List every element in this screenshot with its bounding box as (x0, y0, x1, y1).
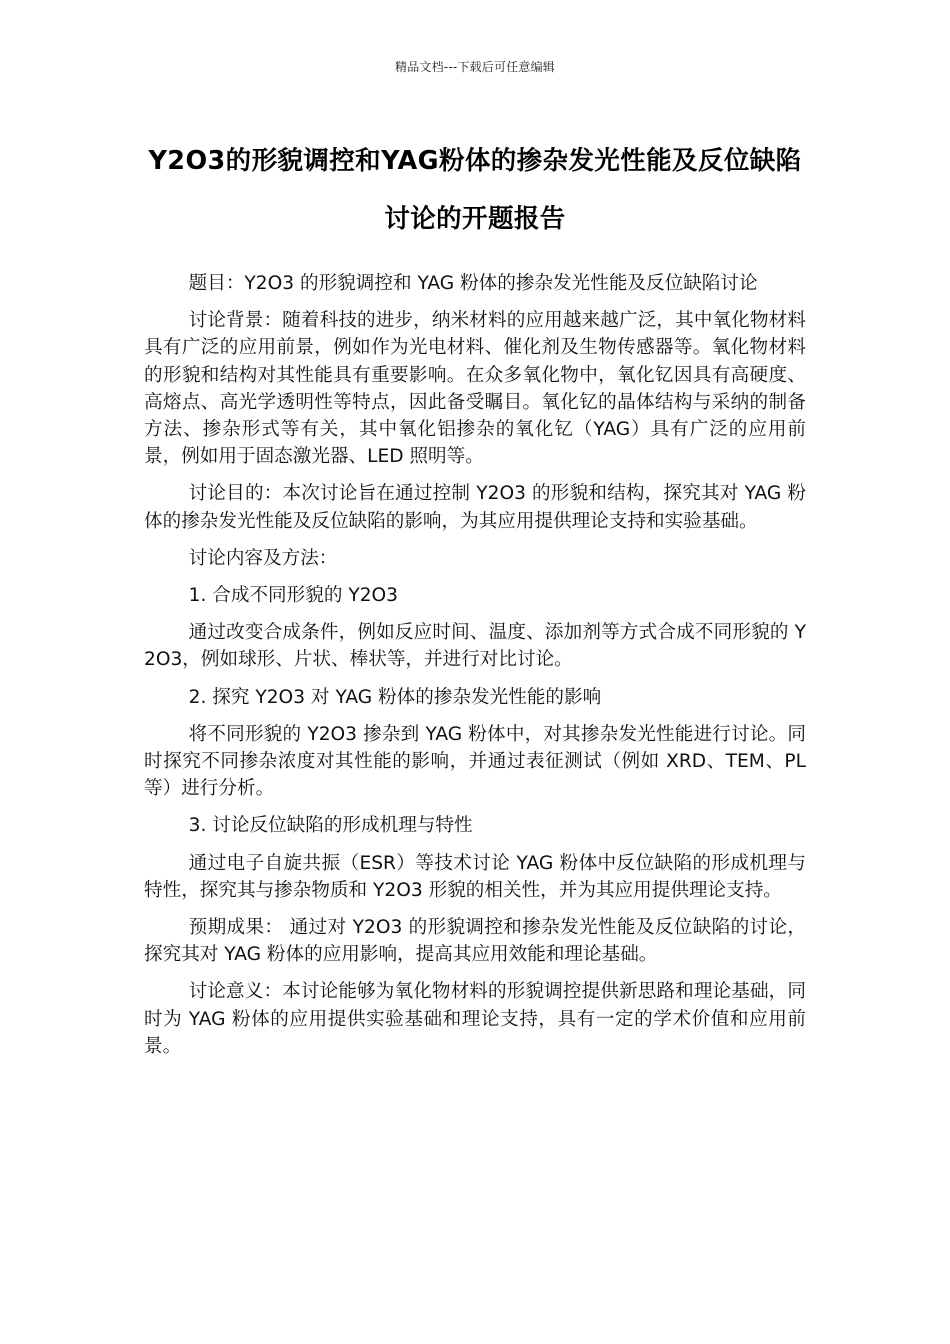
paragraph-purpose: 讨论目的：本次讨论旨在通过控制 Y2O3 的形貌和结构，探究其对 YAG 粉体的掺杂发光性能及反位缺陷的影响，为其应用提供理论支持和实验基础。 (144, 483, 806, 532)
page-header: 精品文档---下载后可任意编辑 (395, 60, 555, 74)
paragraph-background: 讨论背景：随着科技的进步，纳米材料的应用越来越广泛，其中氧化物材料具有广泛的应用前景，例如作为光电材料、催化剂及生物传感器等。氧化物材料的形貌和结构对其性能具有重要影响。在众多氧化物中，氧化钇因具有高硬度、高熔点、高光学透明性等特点，因此备受瞩目。氧化钇的晶体结构与采纳的制备方法、掺杂形式等有关，其中氧化铝掺杂的氧化钇（YAG）具有广泛的应用前景，例如用于固态激光器、LED 照明等。 (144, 310, 806, 468)
paragraph-significance: 讨论意义：本讨论能够为氧化物材料的形貌调控提供新思路和理论基础，同时为 YAG 粉体的应用提供实验基础和理论支持，具有一定的学术价值和应用前景。 (144, 981, 806, 1057)
paragraph-item-1-heading: 1. 合成不同形貌的 Y2O3 (188, 585, 398, 607)
paragraph-expected-results: 预期成果： 通过对 Y2O3 的形貌调控和掺杂发光性能及反位缺陷的讨论，探究其对 YAG 粉体的应用影响，提高其应用效能和理论基础。 (144, 917, 806, 966)
paragraph-item-3-heading: 3. 讨论反位缺陷的形成机理与特性 (188, 815, 473, 837)
document-body (144, 270, 806, 1070)
paragraph-item-1-body: 通过改变合成条件，例如反应时间、温度、添加剂等方式合成不同形貌的 Y2O3，例如球形、片状、棒状等，并进行对比讨论。 (144, 622, 806, 671)
document-title: Y2O3的形貌调控和YAG粉体的掺杂发光性能及反位缺陷讨论的开题报告 (148, 146, 802, 234)
paragraph-item-3-body: 通过电子自旋共振（ESR）等技术讨论 YAG 粉体中反位缺陷的形成机理与特性，探究其与掺杂物质和 Y2O3 形貌的相关性，并为其应用提供理论支持。 (144, 852, 806, 901)
paragraph-topic: 题目：Y2O3 的形貌调控和 YAG 粉体的掺杂发光性能及反位缺陷讨论 (188, 273, 758, 294)
paragraph-item-2-body: 将不同形貌的 Y2O3 掺杂到 YAG 粉体中，对其掺杂发光性能进行讨论。同时探究不同掺杂浓度对其性能的影响，并通过表征测试（例如 XRD、TEM、PL 等）进行分析。 (144, 723, 806, 800)
paragraph-methods-heading: 讨论内容及方法： (188, 547, 338, 569)
paragraph-item-2-heading: 2. 探究 Y2O3 对 YAG 粉体的掺杂发光性能的影响 (188, 686, 602, 708)
